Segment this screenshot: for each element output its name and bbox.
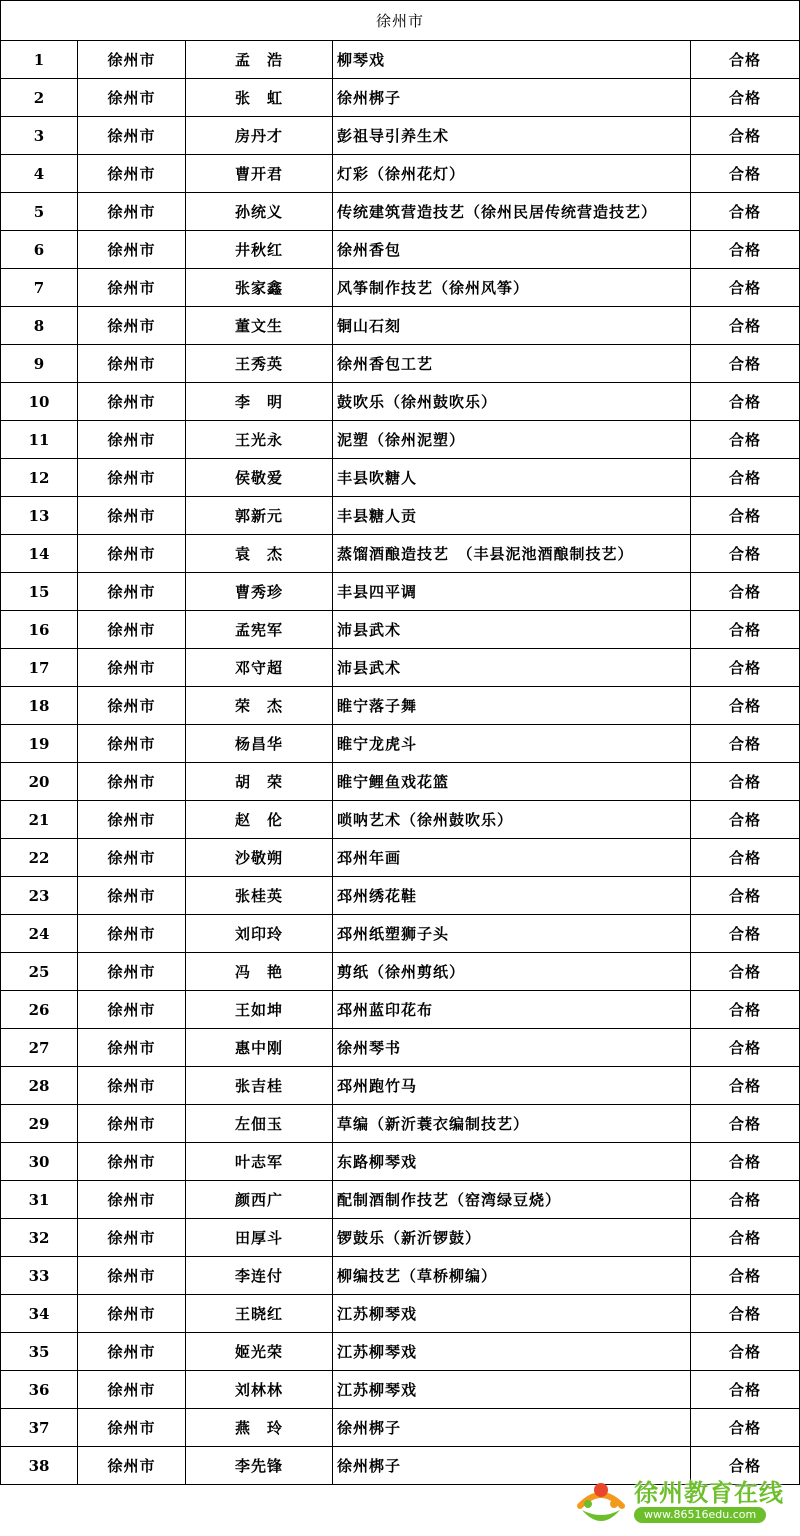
row-city: 徐州市 <box>78 307 186 345</box>
row-number: 7 <box>1 269 78 307</box>
row-result: 合格 <box>691 839 800 877</box>
table-row <box>1 345 800 383</box>
table-row <box>1 915 800 953</box>
row-city: 徐州市 <box>78 877 186 915</box>
row-result: 合格 <box>691 79 800 117</box>
row-number: 18 <box>1 687 78 725</box>
row-city: 徐州市 <box>78 1067 186 1105</box>
row-item: 邳州绣花鞋 <box>333 877 691 915</box>
row-result: 合格 <box>691 117 800 155</box>
row-result: 合格 <box>691 877 800 915</box>
watermark-url: www.86516edu.com <box>634 1507 766 1523</box>
row-result: 合格 <box>691 307 800 345</box>
row-number: 20 <box>1 763 78 801</box>
row-name: 荣 杰 <box>186 687 333 725</box>
row-item: 邳州蓝印花布 <box>333 991 691 1029</box>
row-number: 26 <box>1 991 78 1029</box>
row-city: 徐州市 <box>78 611 186 649</box>
row-number: 37 <box>1 1409 78 1447</box>
row-city: 徐州市 <box>78 155 186 193</box>
row-result: 合格 <box>691 1371 800 1409</box>
row-item: 丰县吹糖人 <box>333 459 691 497</box>
row-result: 合格 <box>691 763 800 801</box>
row-item: 铜山石刻 <box>333 307 691 345</box>
table-row <box>1 535 800 573</box>
row-number: 12 <box>1 459 78 497</box>
table-row <box>1 459 800 497</box>
row-item: 徐州琴书 <box>333 1029 691 1067</box>
row-name: 张桂英 <box>186 877 333 915</box>
row-result: 合格 <box>691 1333 800 1371</box>
row-city: 徐州市 <box>78 1447 186 1485</box>
row-name: 颜西广 <box>186 1181 333 1219</box>
table-row <box>1 953 800 991</box>
row-result: 合格 <box>691 573 800 611</box>
table-row <box>1 877 800 915</box>
row-city: 徐州市 <box>78 535 186 573</box>
row-number: 22 <box>1 839 78 877</box>
row-number: 9 <box>1 345 78 383</box>
table-row <box>1 725 800 763</box>
row-city: 徐州市 <box>78 1371 186 1409</box>
row-name: 姬光荣 <box>186 1333 333 1371</box>
row-number: 30 <box>1 1143 78 1181</box>
table-row <box>1 193 800 231</box>
row-result: 合格 <box>691 1257 800 1295</box>
row-number: 31 <box>1 1181 78 1219</box>
row-result: 合格 <box>691 611 800 649</box>
row-number: 3 <box>1 117 78 155</box>
table-row <box>1 1447 800 1485</box>
row-number: 33 <box>1 1257 78 1295</box>
row-city: 徐州市 <box>78 41 186 79</box>
watermark-text <box>634 1479 784 1523</box>
row-result: 合格 <box>691 421 800 459</box>
row-result: 合格 <box>691 155 800 193</box>
row-result: 合格 <box>691 1105 800 1143</box>
row-name: 侯敬爱 <box>186 459 333 497</box>
table-row <box>1 801 800 839</box>
row-name: 沙敬朔 <box>186 839 333 877</box>
row-item: 泥塑（徐州泥塑） <box>333 421 691 459</box>
row-city: 徐州市 <box>78 1257 186 1295</box>
row-item: 锣鼓乐（新沂锣鼓） <box>333 1219 691 1257</box>
table-row <box>1 991 800 1029</box>
row-name: 孙统义 <box>186 193 333 231</box>
row-item: 邳州纸塑狮子头 <box>333 915 691 953</box>
table-header-row <box>1 1 800 41</box>
row-item: 鼓吹乐（徐州鼓吹乐） <box>333 383 691 421</box>
row-item: 徐州梆子 <box>333 79 691 117</box>
row-name: 邓守超 <box>186 649 333 687</box>
row-result: 合格 <box>691 1029 800 1067</box>
table-row <box>1 611 800 649</box>
row-name: 王秀英 <box>186 345 333 383</box>
row-name: 刘印玲 <box>186 915 333 953</box>
row-result: 合格 <box>691 1219 800 1257</box>
row-city: 徐州市 <box>78 1219 186 1257</box>
row-name: 赵 伦 <box>186 801 333 839</box>
table-row <box>1 1409 800 1447</box>
row-name: 孟宪军 <box>186 611 333 649</box>
row-result: 合格 <box>691 1295 800 1333</box>
row-result: 合格 <box>691 41 800 79</box>
table-row <box>1 421 800 459</box>
row-city: 徐州市 <box>78 1333 186 1371</box>
row-item: 徐州梆子 <box>333 1447 691 1485</box>
row-name: 董文生 <box>186 307 333 345</box>
row-number: 19 <box>1 725 78 763</box>
table-row <box>1 497 800 535</box>
row-result: 合格 <box>691 1447 800 1485</box>
row-city: 徐州市 <box>78 1029 186 1067</box>
row-city: 徐州市 <box>78 459 186 497</box>
row-number: 13 <box>1 497 78 535</box>
row-name: 燕 玲 <box>186 1409 333 1447</box>
table-row <box>1 41 800 79</box>
row-number: 8 <box>1 307 78 345</box>
row-result: 合格 <box>691 991 800 1029</box>
row-city: 徐州市 <box>78 79 186 117</box>
table-row <box>1 155 800 193</box>
table-row <box>1 687 800 725</box>
row-result: 合格 <box>691 383 800 421</box>
row-result: 合格 <box>691 915 800 953</box>
row-number: 15 <box>1 573 78 611</box>
row-result: 合格 <box>691 649 800 687</box>
row-name: 冯 艳 <box>186 953 333 991</box>
row-item: 睢宁落子舞 <box>333 687 691 725</box>
table-row <box>1 1295 800 1333</box>
table-row <box>1 1143 800 1181</box>
row-result: 合格 <box>691 1409 800 1447</box>
row-item: 彭祖导引养生术 <box>333 117 691 155</box>
table-row <box>1 1029 800 1067</box>
row-city: 徐州市 <box>78 953 186 991</box>
row-item: 江苏柳琴戏 <box>333 1371 691 1409</box>
row-city: 徐州市 <box>78 1105 186 1143</box>
row-result: 合格 <box>691 953 800 991</box>
row-name: 曹秀珍 <box>186 573 333 611</box>
row-number: 16 <box>1 611 78 649</box>
row-item: 徐州梆子 <box>333 1409 691 1447</box>
row-result: 合格 <box>691 269 800 307</box>
row-city: 徐州市 <box>78 1143 186 1181</box>
row-name: 刘林林 <box>186 1371 333 1409</box>
row-number: 6 <box>1 231 78 269</box>
row-item: 柳琴戏 <box>333 41 691 79</box>
row-number: 28 <box>1 1067 78 1105</box>
row-city: 徐州市 <box>78 269 186 307</box>
row-number: 1 <box>1 41 78 79</box>
row-result: 合格 <box>691 801 800 839</box>
row-number: 23 <box>1 877 78 915</box>
row-result: 合格 <box>691 725 800 763</box>
row-name: 王晓红 <box>186 1295 333 1333</box>
row-result: 合格 <box>691 687 800 725</box>
row-result: 合格 <box>691 497 800 535</box>
table-row <box>1 839 800 877</box>
row-city: 徐州市 <box>78 687 186 725</box>
table-row <box>1 1105 800 1143</box>
row-item: 沛县武术 <box>333 649 691 687</box>
row-city: 徐州市 <box>78 231 186 269</box>
row-name: 胡 荣 <box>186 763 333 801</box>
row-item: 睢宁鲤鱼戏花篮 <box>333 763 691 801</box>
row-city: 徐州市 <box>78 1181 186 1219</box>
table-row <box>1 1333 800 1371</box>
row-item: 睢宁龙虎斗 <box>333 725 691 763</box>
table-row <box>1 269 800 307</box>
table-row <box>1 649 800 687</box>
table-body <box>1 1 800 1485</box>
table-row <box>1 383 800 421</box>
row-number: 10 <box>1 383 78 421</box>
table-row <box>1 117 800 155</box>
row-name: 田厚斗 <box>186 1219 333 1257</box>
table-row <box>1 79 800 117</box>
table-row <box>1 1257 800 1295</box>
row-city: 徐州市 <box>78 725 186 763</box>
table-row <box>1 1067 800 1105</box>
row-name: 孟 浩 <box>186 41 333 79</box>
row-city: 徐州市 <box>78 763 186 801</box>
row-item: 沛县武术 <box>333 611 691 649</box>
row-item: 江苏柳琴戏 <box>333 1295 691 1333</box>
row-result: 合格 <box>691 1181 800 1219</box>
row-item: 唢呐艺术（徐州鼓吹乐） <box>333 801 691 839</box>
row-result: 合格 <box>691 231 800 269</box>
row-city: 徐州市 <box>78 839 186 877</box>
row-city: 徐州市 <box>78 1409 186 1447</box>
table-row <box>1 307 800 345</box>
row-city: 徐州市 <box>78 915 186 953</box>
row-item: 柳编技艺（草桥柳编） <box>333 1257 691 1295</box>
row-item: 灯彩（徐州花灯） <box>333 155 691 193</box>
row-name: 郭新元 <box>186 497 333 535</box>
row-number: 5 <box>1 193 78 231</box>
row-item: 配制酒制作技艺（窑湾绿豆烧） <box>333 1181 691 1219</box>
row-item: 丰县糖人贡 <box>333 497 691 535</box>
row-city: 徐州市 <box>78 573 186 611</box>
row-name: 王如坤 <box>186 991 333 1029</box>
row-name: 杨昌华 <box>186 725 333 763</box>
row-city: 徐州市 <box>78 1295 186 1333</box>
row-number: 38 <box>1 1447 78 1485</box>
table-row <box>1 763 800 801</box>
row-result: 合格 <box>691 193 800 231</box>
row-city: 徐州市 <box>78 383 186 421</box>
row-name: 井秋红 <box>186 231 333 269</box>
row-name: 叶志军 <box>186 1143 333 1181</box>
table-row <box>1 231 800 269</box>
table-row <box>1 573 800 611</box>
row-number: 29 <box>1 1105 78 1143</box>
row-number: 34 <box>1 1295 78 1333</box>
row-city: 徐州市 <box>78 497 186 535</box>
row-name: 房丹才 <box>186 117 333 155</box>
row-number: 27 <box>1 1029 78 1067</box>
row-result: 合格 <box>691 1067 800 1105</box>
row-number: 2 <box>1 79 78 117</box>
row-number: 17 <box>1 649 78 687</box>
row-item: 邳州跑竹马 <box>333 1067 691 1105</box>
row-name: 李连付 <box>186 1257 333 1295</box>
row-item: 剪纸（徐州剪纸） <box>333 953 691 991</box>
row-name: 李先锋 <box>186 1447 333 1485</box>
row-item: 东路柳琴戏 <box>333 1143 691 1181</box>
row-city: 徐州市 <box>78 991 186 1029</box>
watermark-title: 徐州教育在线 <box>634 1479 784 1507</box>
row-number: 36 <box>1 1371 78 1409</box>
row-name: 李 明 <box>186 383 333 421</box>
row-item: 邳州年画 <box>333 839 691 877</box>
row-name: 张家鑫 <box>186 269 333 307</box>
row-city: 徐州市 <box>78 117 186 155</box>
row-name: 左佃玉 <box>186 1105 333 1143</box>
row-item: 传统建筑营造技艺（徐州民居传统营造技艺） <box>333 193 691 231</box>
row-item: 风筝制作技艺（徐州风筝） <box>333 269 691 307</box>
row-number: 4 <box>1 155 78 193</box>
row-number: 21 <box>1 801 78 839</box>
row-item: 丰县四平调 <box>333 573 691 611</box>
table-title: 徐州市 <box>1 1 800 41</box>
row-city: 徐州市 <box>78 649 186 687</box>
row-number: 14 <box>1 535 78 573</box>
row-name: 张 虹 <box>186 79 333 117</box>
row-result: 合格 <box>691 459 800 497</box>
row-item: 江苏柳琴戏 <box>333 1333 691 1371</box>
row-number: 24 <box>1 915 78 953</box>
row-name: 惠中刚 <box>186 1029 333 1067</box>
row-city: 徐州市 <box>78 801 186 839</box>
table-row <box>1 1181 800 1219</box>
row-name: 曹开君 <box>186 155 333 193</box>
row-item: 草编（新沂蓑衣编制技艺） <box>333 1105 691 1143</box>
row-name: 王光永 <box>186 421 333 459</box>
row-city: 徐州市 <box>78 421 186 459</box>
row-result: 合格 <box>691 345 800 383</box>
row-city: 徐州市 <box>78 193 186 231</box>
row-result: 合格 <box>691 535 800 573</box>
row-city: 徐州市 <box>78 345 186 383</box>
row-name: 袁 杰 <box>186 535 333 573</box>
row-result: 合格 <box>691 1143 800 1181</box>
row-number: 32 <box>1 1219 78 1257</box>
row-number: 35 <box>1 1333 78 1371</box>
table-row <box>1 1371 800 1409</box>
row-number: 11 <box>1 421 78 459</box>
table-row <box>1 1219 800 1257</box>
row-item: 蒸馏酒酿造技艺 （丰县泥池酒酿制技艺） <box>333 535 691 573</box>
row-name: 张吉桂 <box>186 1067 333 1105</box>
row-item: 徐州香包工艺 <box>333 345 691 383</box>
row-item: 徐州香包 <box>333 231 691 269</box>
row-number: 25 <box>1 953 78 991</box>
